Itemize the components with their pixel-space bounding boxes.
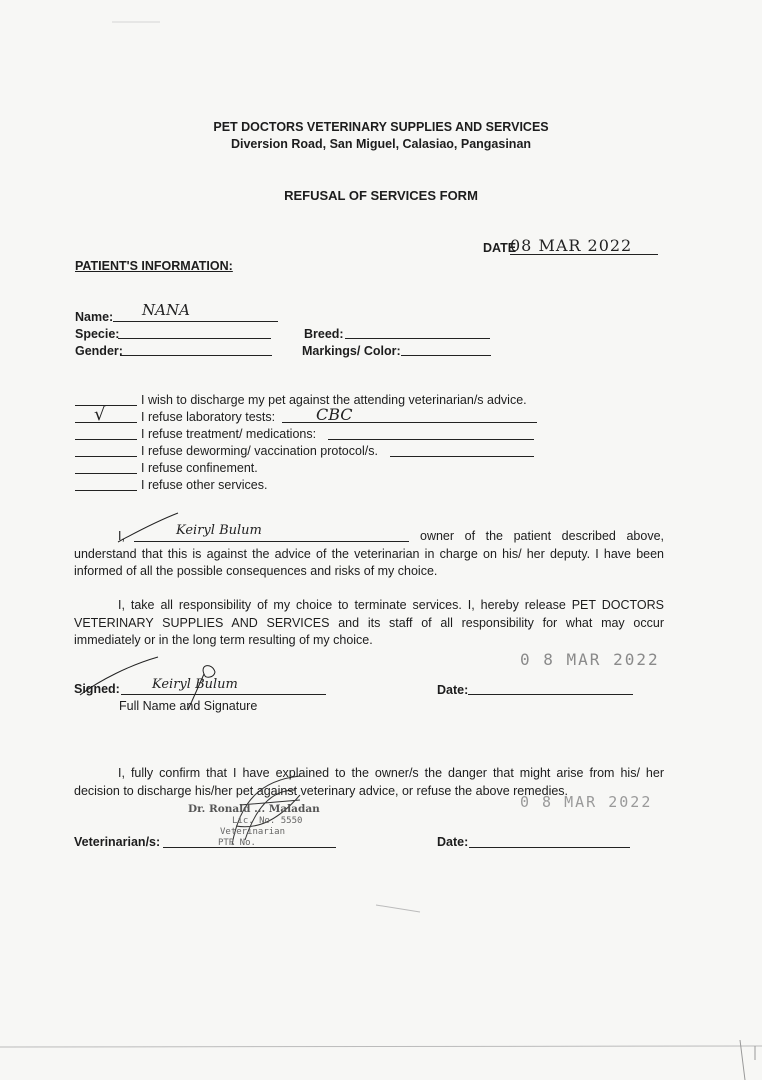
checklist-item: I refuse other services.	[141, 478, 268, 492]
markings-label: Markings/ Color:	[302, 344, 401, 358]
checklist-item: I refuse confinement.	[141, 461, 258, 475]
name-label: Name:	[75, 310, 114, 324]
owner-prefix: I,	[118, 529, 125, 543]
vet-stamp-line: Veterinarian	[220, 827, 286, 837]
date-label-2: Date:	[437, 683, 469, 697]
checkbox-line	[75, 439, 137, 440]
vet-stamp-line: Lic. No. 5550	[232, 816, 303, 826]
checklist-item: I wish to discharge my pet against the attending veterinarian/s advice.	[141, 393, 527, 407]
vet-date-line	[469, 847, 630, 848]
vet-line	[163, 847, 336, 848]
name-line	[113, 321, 278, 322]
vet-stamp-line: Dr. Ronald ... Maladan	[188, 803, 320, 815]
form-title: REFUSAL OF SERVICES FORM	[284, 188, 478, 203]
clinic-address: Diversion Road, San Miguel, Calasiao, Pangasinan	[230, 137, 532, 151]
gender-line	[120, 355, 272, 356]
consent-paragraph: owner of the patient described above, understand that this is against the advice of the veterinarian in charge on his/ her deputy. I have been informed of all the possible consequences and risks of my choice.	[74, 529, 664, 578]
detail-line	[328, 439, 534, 440]
vet-label: Veterinarian/s:	[74, 835, 161, 849]
markings-line	[401, 355, 491, 356]
vet-confirm-paragraph: I, fully confirm that I have explained to the owner/s the danger that might arise from his/ her decision to discharge his/her pet against veterinary advice, or refuse the above remedies.	[74, 766, 664, 798]
checkbox-line	[75, 490, 137, 491]
signature-caption: Full Name and Signature	[119, 699, 258, 713]
owner-name: Keiryl Bulum	[176, 523, 262, 538]
vet-stamp-line: PTR No.	[218, 838, 256, 848]
vet-date-stamp: 0 8 MAR 2022	[520, 793, 653, 811]
date-stamp: 0 8 MAR 2022	[520, 650, 660, 669]
signed-label: Signed:	[74, 682, 120, 696]
vet-date-label: Date:	[437, 835, 469, 849]
checkbox-line	[75, 473, 137, 474]
signature-line	[121, 694, 326, 695]
breed-line	[345, 338, 490, 339]
responsibility-paragraph: I, take all responsibility of my choice to terminate services. I, hereby release PET DOCTORS VETERINARY SUPPLIES AND SERVICES and its staff of all responsibility for what may occur immediately or in the long term resulting of my choice.	[74, 598, 664, 647]
signed-name: Keiryl Bulum	[152, 677, 238, 692]
patient-info-heading: PATIENT'S INFORMATION:	[75, 259, 233, 273]
date-line-2	[468, 694, 633, 695]
checkbox-line	[75, 456, 137, 457]
checklist-item: I refuse treatment/ medications:	[141, 427, 317, 441]
checklist-item: I refuse laboratory tests:	[141, 410, 276, 424]
date-value: 08 MAR 2022	[510, 236, 633, 255]
checklist-item: I refuse deworming/ vaccination protocol/s.	[141, 444, 378, 458]
detail-line	[390, 456, 534, 457]
date-label: DATE	[483, 241, 517, 255]
check-mark: √	[94, 404, 106, 425]
checkbox-line	[75, 405, 137, 406]
specie-line	[118, 338, 271, 339]
checkbox-line	[75, 422, 137, 423]
name-value: NANA	[142, 301, 190, 319]
breed-label: Breed:	[304, 327, 344, 341]
lab-test-value: CBC	[316, 405, 353, 424]
gender-label: Gender:	[75, 344, 123, 358]
specie-label: Specie:	[75, 327, 120, 341]
clinic-name: PET DOCTORS VETERINARY SUPPLIES AND SERVICES	[213, 120, 549, 134]
